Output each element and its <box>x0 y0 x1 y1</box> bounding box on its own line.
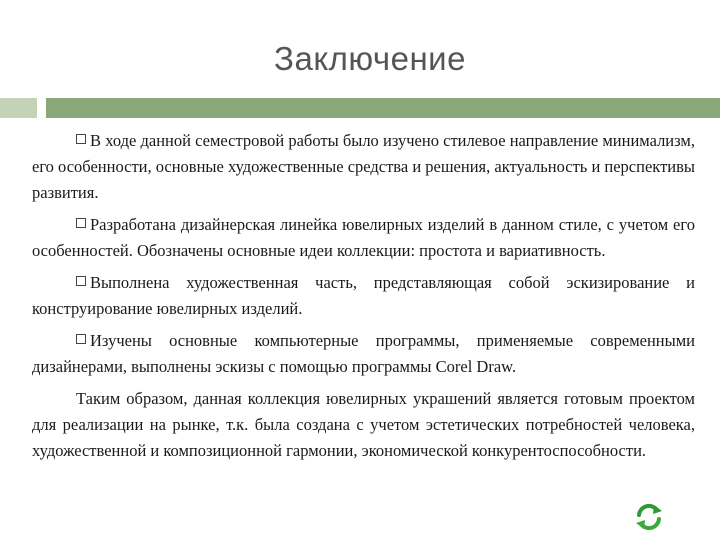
bullet-text: В ходе данной семестровой работы было изучено стилевое направление минимализм, его особенности, основные художественные средства и решения, актуальность и перспективы развития. <box>32 131 695 202</box>
divider-left-block <box>0 98 37 118</box>
bullet-text: Разработана дизайнерская линейка ювелирных изделий в данном стиле, с учетом его особенностей. Обозначены основные идеи коллекции: простота и вариативность. <box>32 215 695 260</box>
slide-body <box>32 128 695 470</box>
square-bullet-icon <box>76 276 86 286</box>
bullet-paragraph <box>32 212 695 264</box>
bullet-paragraph <box>32 270 695 322</box>
bullet-paragraph <box>32 128 695 206</box>
square-bullet-icon <box>76 218 86 228</box>
slide-title: Заключение <box>274 40 466 77</box>
bullet-text: Выполнена художественная часть, представляющая собой эскизирование и конструирование ювелирных изделий. <box>32 273 695 318</box>
square-bullet-icon <box>76 334 86 344</box>
bullet-text: Изучены основные компьютерные программы, применяемые современными дизайнерами, выполнены эскизы с помощью программы Corel Draw. <box>32 331 695 376</box>
divider-bar <box>46 98 720 118</box>
conclusion-paragraph: Таким образом, данная коллекция ювелирных украшений является готовым проектом для реализации на рынке, т.к. была создана с учетом эстетических потребностей человека, художественной и композиционной гармонии, экономической конкурентоспособности. <box>32 389 695 460</box>
square-bullet-icon <box>76 134 86 144</box>
bullet-paragraph <box>32 328 695 380</box>
refresh-icon[interactable] <box>634 502 664 532</box>
